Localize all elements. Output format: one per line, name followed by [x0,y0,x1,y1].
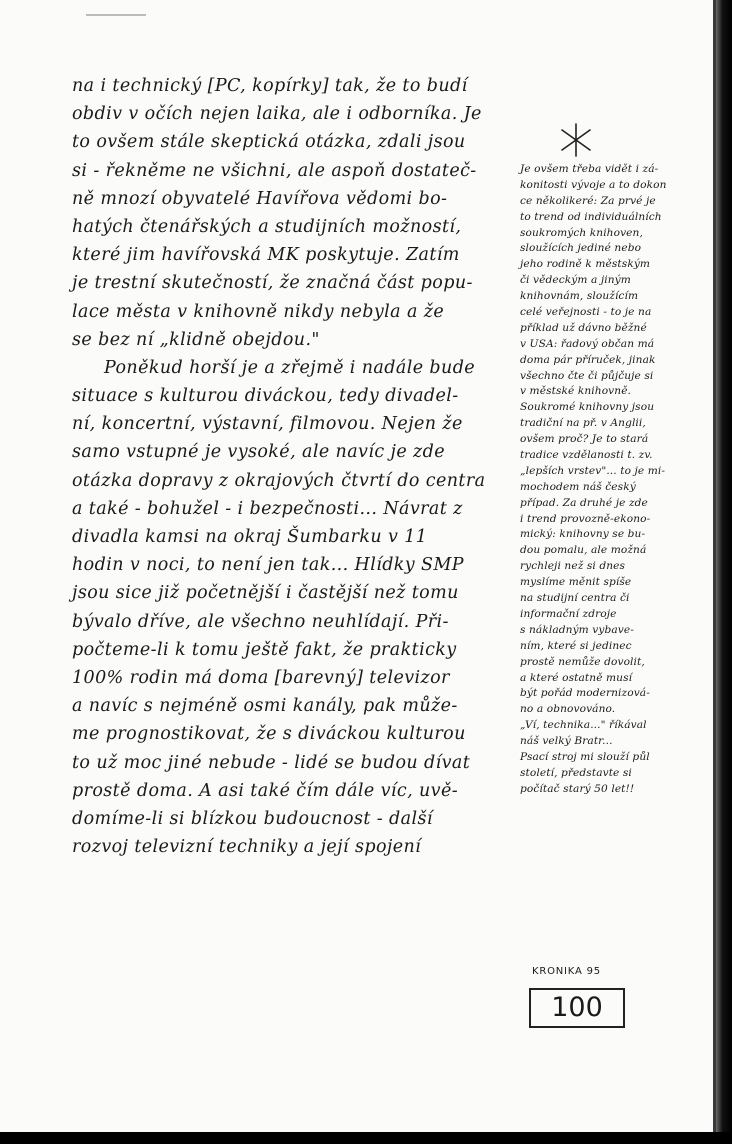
side-note-line: ce několikeré: Za prvé je [520,194,656,207]
page-number-box [529,988,625,1028]
side-note-line: všechno čte či půjčuje si [520,369,654,382]
main-text-line: počteme-li k tomu ještě fakt, že prakticky [72,639,457,660]
side-note-line: s nákladným vybave- [520,623,634,636]
main-text-line: otázka dopravy z okrajových čtvrtí do centra [72,470,486,491]
chronicle-label: KRONIKA 95 [532,966,601,977]
side-note-line: doma pár příruček, jinak [520,353,656,366]
main-text-line: které jim havířovská MK poskytuje. Zatím [72,245,460,266]
main-text-line: domíme-li si blízkou budoucnost - další [72,808,433,829]
side-note-line: počítač starý 50 let!! [520,782,635,795]
page-bottom-edge [0,1132,732,1144]
side-note-line: tradice vzdělanosti t. zv. [520,449,653,462]
main-text-line: a také - bohužel - i bezpečnosti... Návrat z [72,498,463,519]
side-note-line: v městské knihovně. [520,385,632,398]
side-note-line: v USA: řadový občan má [520,337,655,350]
side-note-line: prostě nemůže dovolit, [520,655,645,668]
side-note-line: a které ostatně musí [520,671,633,684]
side-note-line: náš velký Bratr... [520,735,613,748]
main-text-line: bývalo dříve, ale všechno neuhlídají. Při- [72,611,449,632]
side-note-line: století, představte si [520,766,632,779]
side-note-line: být pořád modernizová- [520,687,650,700]
main-text-line: se bez ní „klidně obejdou." [72,329,320,350]
main-text-line: me prognostikovat, že s diváckou kulturou [72,724,466,745]
side-note-line: Je ovšem třeba vidět i zá- [520,163,659,175]
side-note-line: Soukromé knihovny jsou [520,401,655,414]
main-text-line: obdiv v očích nejen laika, ale i odborníka. Je [72,104,482,125]
main-text-line: hodin v noci, to není jen tak... Hlídky SMP [72,555,464,576]
main-text-line: jsou sice již početnější i častější než tomu [72,583,459,604]
main-text-line: rozvoj televizní techniky a její spojení [72,837,422,858]
main-text-line: prostě doma. A asi také čím dále víc, uvě- [72,780,459,801]
side-note-line: na studijní centra či [520,592,630,605]
main-text-line: a navíc s nejméně osmi kanály, pak může- [72,696,458,717]
side-note-line: rychleji než si dnes [520,560,626,573]
main-text-line: ní, koncertní, výstavní, filmovou. Nejen že [72,414,463,435]
side-note-line: i trend provozně-ekono- [520,512,651,525]
side-note-line: myslíme měnit spíše [520,576,632,589]
main-text-line: divadla kamsi na okraj Šumbarku v 11 [72,527,428,547]
side-note-line: informační zdroje [520,607,617,620]
side-note-line: dou pomalu, ale možná [520,544,647,557]
side-note-line: tradiční na př. v Anglii, [520,417,646,430]
main-text-column [72,72,512,861]
side-note-line: „lepších vrstev"... to je mi- [520,464,666,477]
asterisk-icon [558,122,594,158]
page-edge [716,0,732,1144]
side-note-line: sloužících jediné nebo [520,242,642,255]
side-note-line: mický: knihovny se bu- [520,528,646,541]
main-text-line: si - řekněme ne všichni, ale aspoň dostateč- [72,160,477,181]
side-note-line: knihovnám, sloužícím [520,290,639,303]
side-note-line: ním, které si jedinec [520,639,632,652]
side-note-line: konitosti vývoje a to dokon [520,178,667,191]
main-text-line: to ovšem stále skeptická otázka, zdali jsou [72,132,466,153]
side-note-line: Psací stroj mi slouží půl [520,750,650,763]
main-text-line: samo vstupné je vysoké, ale navíc je zde [72,442,446,463]
side-note-line: celé veřejnosti - to je na [520,306,652,319]
page-number: 100 [551,992,603,1023]
main-text-line: Poněkud horší je a zřejmě i nadále bude [104,357,476,378]
side-note-line: mochodem náš český [520,480,636,493]
side-note-line: „Ví, technika..." říkával [520,719,647,732]
side-note-line: jeho rodině k městským [520,258,651,271]
side-note-line: no a obnovováno. [520,703,616,716]
scan-mark [86,14,146,16]
side-note-line: příklad už dávno běžné [520,321,647,334]
side-note-line: soukromých knihoven, [520,226,643,239]
main-text-line: 100% rodin má doma [barevný] televizor [72,667,450,688]
side-note-line: případ. Za druhé je zde [520,496,648,509]
side-note-line: či vědeckým a jiným [520,274,631,287]
main-text-line: je trestní skutečností, že značná část popu- [72,273,473,294]
side-note-line: ovšem proč? Je to stará [520,433,649,446]
side-note-column [520,162,710,798]
main-text-line: to už moc jiné nebude - lidé se budou dívat [72,752,471,773]
main-text-line: na i technický [PC, kopírky] tak, že to budí [72,76,468,96]
main-text-line: lace města v knihovně nikdy nebyla a že [72,301,445,322]
main-text-line: ně mnozí obyvatelé Havířova vědomi bo- [72,188,448,209]
side-note-line: to trend od individuálních [520,210,662,223]
main-text-line: situace s kulturou diváckou, tedy divadel- [72,386,459,407]
main-text-line: hatých čtenářských a studijních možností, [72,216,462,237]
